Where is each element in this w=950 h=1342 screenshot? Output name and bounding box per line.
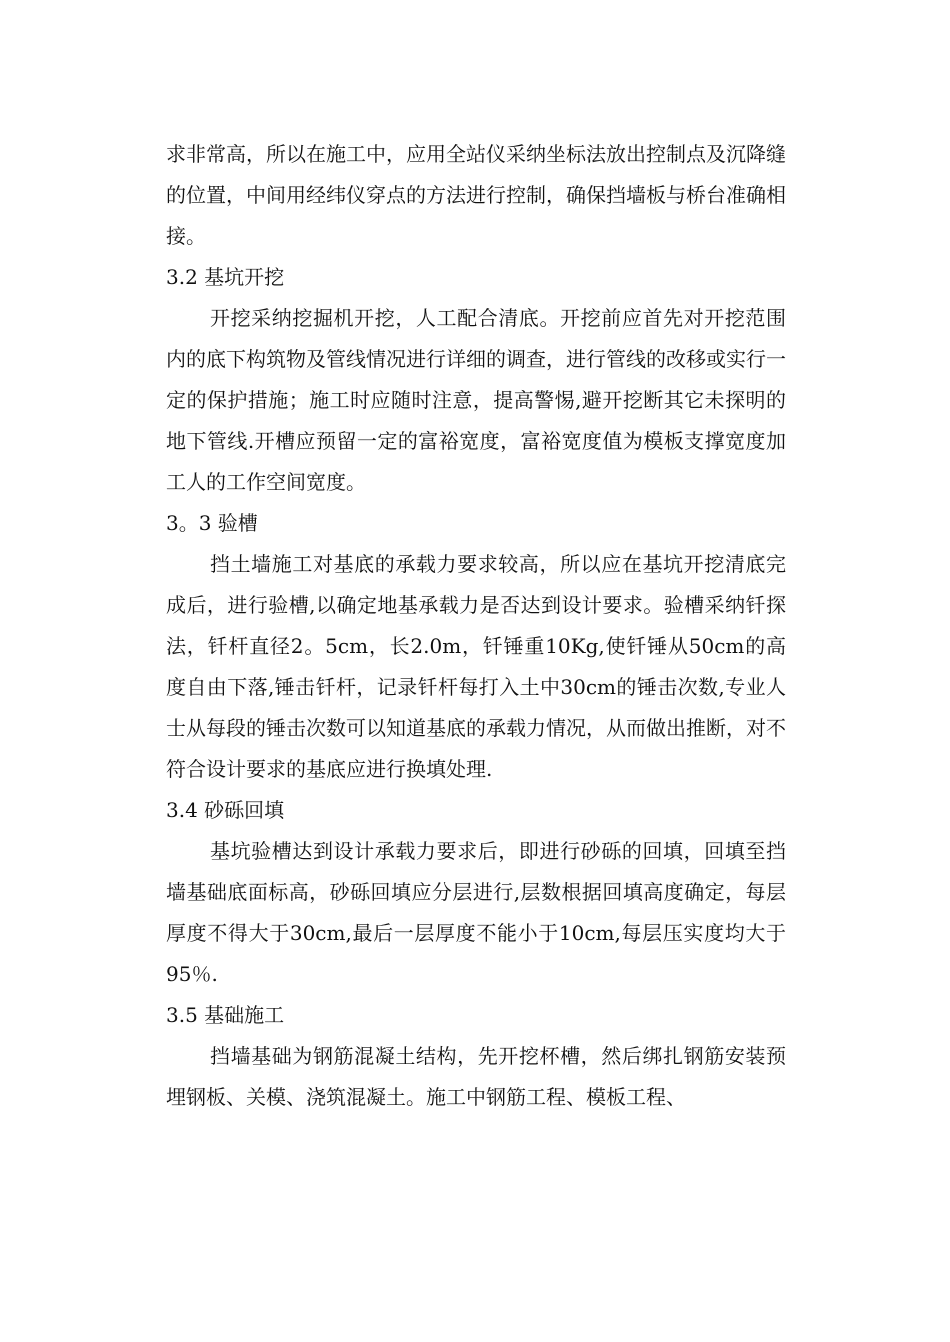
document-body — [166, 134, 786, 1118]
paragraph-foundation: 挡墙基础为钢筋混凝土结构，先开挖杯槽，然后绑扎钢筋安装预埋钢板、关模、浇筑混凝土。施工中钢筋工程、模板工程、 — [166, 1044, 786, 1109]
section-heading-3-3: 3。3 验槽 — [166, 511, 258, 535]
section-heading-3-2: 3.2 基坑开挖 — [166, 265, 285, 289]
paragraph-backfill: 基坑验槽达到设计承载力要求后，即进行砂砾的回填，回填至挡墙基础底面标高，砂砾回填应分层进行,层数根据回填高度确定，每层厚度不得大于30cm,最后一层厚度不能小于10cm,每层压实度均大于95％. — [166, 839, 786, 986]
paragraph-excavation: 开挖采纳挖掘机开挖，人工配合清底。开挖前应首先对开挖范围内的底下构筑物及管线情况进行详细的调查，进行管线的改移或实行一定的保护措施；施工时应随时注意，提高警惕,避开挖断其它未探明的地下管线.开槽应预留一定的富裕宽度，富裕宽度值为模板支撑宽度加工人的工作空间宽度。 — [166, 306, 786, 494]
paragraph-continuation: 求非常高，所以在施工中，应用全站仪采纳坐标法放出控制点及沉降缝的位置，中间用经纬仪穿点的方法进行控制，确保挡墙板与桥台准确相接。 — [166, 142, 786, 248]
paragraph-inspection: 挡土墙施工对基底的承载力要求较高，所以应在基坑开挖清底完成后，进行验槽,以确定地基承载力是否达到设计要求。验槽采纳钎探法，钎杆直径2。5cm，长2.0m，钎锤重10Kg,使钎锤从50cm的高度自由下落,锤击钎杆，记录钎杆每打入土中30cm的锤击次数,专业人士从每段的锤击次数可以知道基底的承载力情况，从而做出推断，对不符合设计要求的基底应进行换填处理. — [166, 552, 786, 781]
section-heading-3-4: 3.4 砂砾回填 — [166, 798, 285, 822]
section-heading-3-5: 3.5 基础施工 — [166, 1003, 285, 1027]
